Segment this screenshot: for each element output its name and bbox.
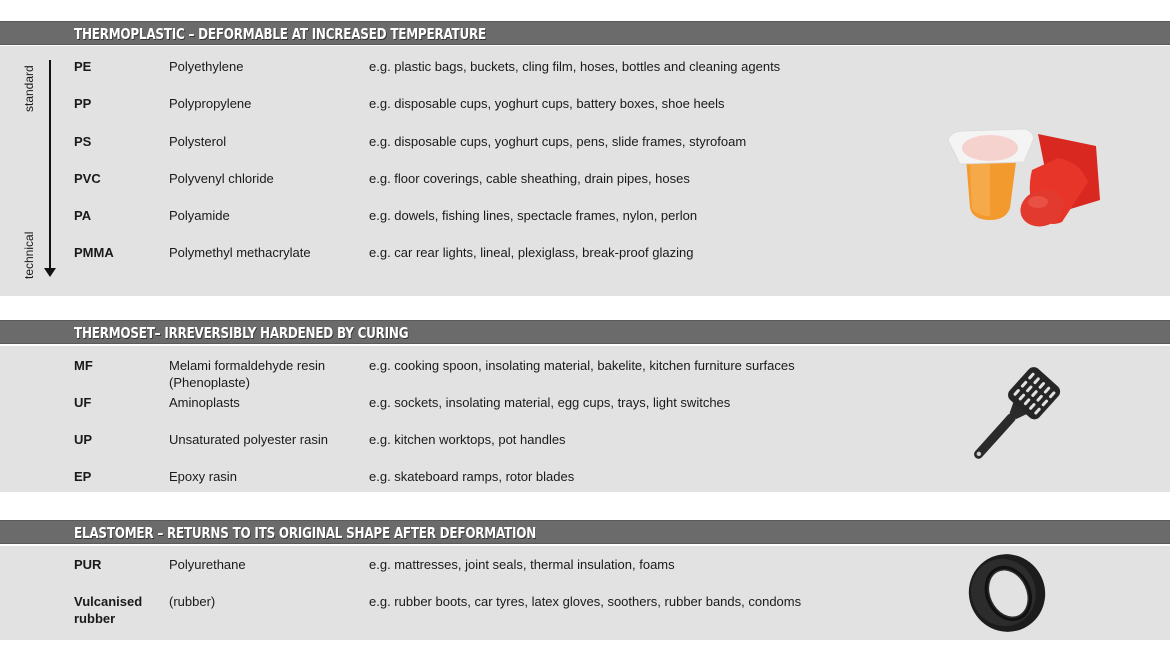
spatula-image	[945, 360, 1075, 480]
material-name: Polyamide	[169, 208, 230, 223]
section-title: ELASTOMER – RETURNS TO ITS ORIGINAL SHAPE AFTER DEFORMATION	[74, 524, 537, 542]
elastomer-panel	[0, 546, 1170, 640]
abbreviation: UP	[74, 432, 93, 447]
yoghurt-cups-image	[940, 124, 1110, 234]
examples: e.g. disposable cups, yoghurt cups, battery boxes, shoe heels	[369, 96, 725, 111]
material-name: Polyvenyl chloride	[169, 171, 274, 186]
examples: e.g. dowels, fishing lines, spectacle frames, nylon, perlon	[369, 208, 698, 223]
examples: e.g. kitchen worktops, pot handles	[369, 432, 566, 447]
abbreviation: UF	[74, 395, 92, 410]
material-name: Polyethylene	[169, 59, 244, 74]
abbreviation: PA	[74, 208, 92, 223]
thermoplastic-header	[0, 21, 1170, 45]
abbreviation: PE	[74, 59, 92, 74]
material-name: Polysterol	[169, 134, 227, 149]
elastomer-header	[0, 520, 1170, 544]
abbreviation: Vulcanised	[74, 594, 143, 609]
abbreviation: PUR	[74, 557, 102, 572]
material-name-line2: (Phenoplaste)	[169, 375, 250, 390]
section-title: THERMOPLASTIC – DEFORMABLE AT INCREASED TEMPERATURE	[74, 25, 486, 43]
examples: e.g. rubber boots, car tyres, latex gloves, soothers, rubber bands, condoms	[369, 594, 802, 609]
abbreviation: PS	[74, 134, 92, 149]
abbreviation: PVC	[74, 171, 101, 186]
material-name: Melami formaldehyde resin	[169, 358, 326, 373]
thermoplastic-panel	[0, 46, 1170, 296]
section-title: THERMOSET– IRREVERSIBLY HARDENED BY CURING	[74, 324, 409, 342]
abbreviation-line2: rubber	[74, 611, 116, 626]
examples: e.g. floor coverings, cable sheathing, drain pipes, hoses	[369, 171, 690, 186]
abbreviation: PMMA	[74, 245, 114, 260]
material-name: Polyurethane	[169, 557, 246, 572]
material-name: (rubber)	[169, 594, 216, 609]
examples: e.g. cooking spoon, insolating material, bakelite, kitchen furniture surfaces	[369, 358, 795, 373]
thermoset-header	[0, 320, 1170, 344]
abbreviation: MF	[74, 358, 93, 373]
examples: e.g. disposable cups, yoghurt cups, pens, slide frames, styrofoam	[369, 134, 747, 149]
abbreviation: EP	[74, 469, 92, 484]
axis-label-standard: standard	[22, 65, 36, 112]
material-name: Epoxy rasin	[169, 469, 237, 484]
material-name: Polypropylene	[169, 96, 252, 111]
thermoset-panel	[0, 346, 1170, 492]
examples: e.g. plastic bags, buckets, cling film, hoses, bottles and cleaning agents	[369, 59, 781, 74]
examples: e.g. car rear lights, lineal, plexiglass, break-proof glazing	[369, 245, 694, 260]
abbreviation: PP	[74, 96, 92, 111]
tyre-image	[962, 550, 1052, 636]
axis-arrow-line	[49, 60, 51, 272]
examples: e.g. mattresses, joint seals, thermal insulation, foams	[369, 557, 675, 572]
material-name: Polymethyl methacrylate	[169, 245, 311, 260]
material-name: Unsaturated polyester rasin	[169, 432, 328, 447]
arrow-down-icon	[44, 268, 56, 277]
material-name: Aminoplasts	[169, 395, 240, 410]
axis-label-technical: technical	[22, 231, 36, 279]
examples: e.g. sockets, insolating material, egg cups, trays, light switches	[369, 395, 731, 410]
examples: e.g. skateboard ramps, rotor blades	[369, 469, 575, 484]
